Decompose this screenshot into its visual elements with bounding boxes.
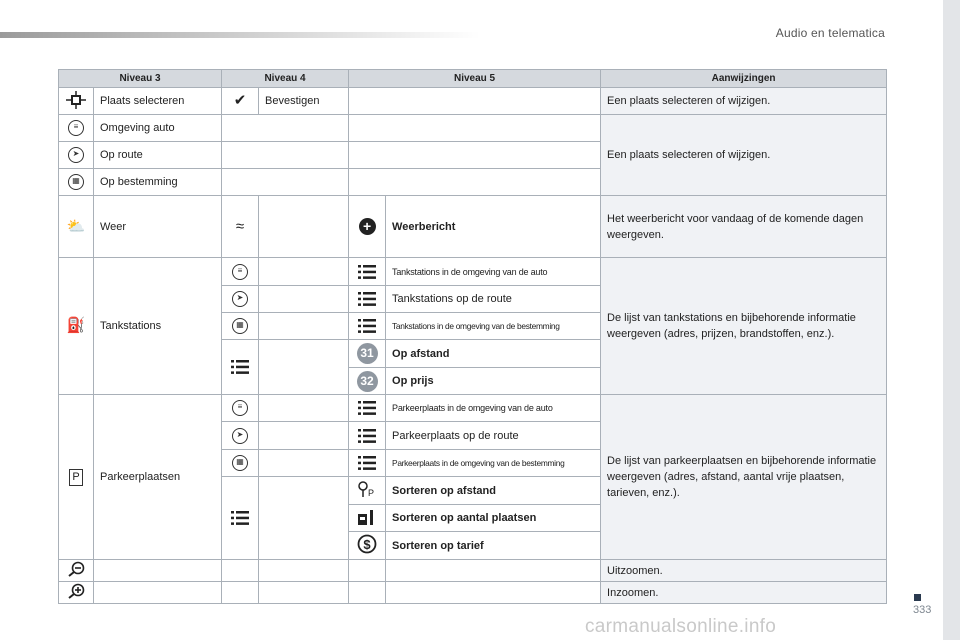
car-circle-icon: ≡ <box>222 258 259 286</box>
table-row <box>59 258 887 286</box>
weather-detail-icon: ≈ <box>222 196 259 258</box>
fuel-pump-icon: ⛽ <box>59 258 94 395</box>
empty-cell <box>349 88 601 115</box>
dollar-circle-icon <box>349 532 386 560</box>
list-icon <box>349 258 386 286</box>
note-tank: De lijst van tankstations en bijbehorende informatie weergeven (adres, prijzen, brandstoffen, enz.). <box>601 258 887 395</box>
empty-cell <box>222 582 259 604</box>
list-icon <box>349 313 386 340</box>
car-circle-icon: ≡ <box>59 115 94 142</box>
empty-cell <box>94 560 222 582</box>
empty-cell <box>259 422 349 450</box>
menu-item-park-bestemming[interactable]: Parkeerplaats in de omgeving van de bestemming <box>386 450 601 477</box>
empty-cell <box>386 582 601 604</box>
menu-item-omgeving-auto[interactable]: Omgeving auto <box>94 115 222 142</box>
header-niveau-5: Niveau 5 <box>349 70 601 88</box>
empty-cell <box>259 258 349 286</box>
empty-cell <box>259 477 349 560</box>
menu-item-tankstations[interactable]: Tankstations <box>94 258 222 395</box>
menu-item-park-omgeving[interactable]: Parkeerplaats in de omgeving van de auto <box>386 395 601 422</box>
car-circle-icon: ≡ <box>222 395 259 422</box>
badge-32: 32 <box>349 368 386 395</box>
menu-item-weerbericht[interactable]: Weerbericht <box>386 196 601 258</box>
header-gradient-bar <box>0 32 480 38</box>
list-icon <box>349 395 386 422</box>
destination-flag-icon: ▦ <box>59 169 94 196</box>
list-icon <box>222 340 259 395</box>
header-aanwijzingen: Aanwijzingen <box>601 70 887 88</box>
menu-item-park-route[interactable]: Parkeerplaats op de route <box>386 422 601 450</box>
menu-item-sort-plaatsen[interactable]: Sorteren op aantal plaatsen <box>386 505 601 532</box>
right-margin-bar <box>943 0 960 640</box>
menu-item-sort-afstand[interactable]: Sorteren op afstand <box>386 477 601 505</box>
menu-item-op-route[interactable]: Op route <box>94 142 222 169</box>
page-number: 333 <box>913 604 932 616</box>
menu-item-plaats-selecteren[interactable]: Plaats selecteren <box>94 88 222 115</box>
checkmark-icon: ✔ <box>222 88 259 115</box>
empty-cell <box>259 395 349 422</box>
empty-cell <box>349 115 601 142</box>
menu-item-bevestigen[interactable]: Bevestigen <box>259 88 349 115</box>
note-park: De lijst van parkeerplaatsen en bijbehorende informatie weergeven (adres, afstand, aantal vrije plaatsen, tarieven, enz.). <box>601 395 887 560</box>
empty-cell <box>349 560 386 582</box>
svg-text:$: $ <box>363 537 371 552</box>
section-title: Audio en telematica <box>775 26 885 40</box>
empty-cell <box>222 142 349 169</box>
table-row <box>59 196 887 258</box>
zoom-out-icon <box>59 560 94 582</box>
menu-item-weer[interactable]: Weer <box>94 196 222 258</box>
table-header-row <box>59 70 887 88</box>
empty-cell <box>259 560 349 582</box>
menu-item-tank-bestemming[interactable]: Tankstations in de omgeving van de bestemming <box>386 313 601 340</box>
parking-p-icon: P <box>59 395 94 560</box>
plus-circle-icon: + <box>349 196 386 258</box>
list-icon <box>222 477 259 560</box>
page-marker <box>914 594 921 601</box>
header-niveau-3: Niveau 3 <box>59 70 222 88</box>
navigation-menu-table <box>58 69 887 604</box>
empty-cell <box>259 196 349 258</box>
zoom-in-icon <box>59 582 94 604</box>
note-weer: Het weerbericht voor vandaag of de komende dagen weergeven. <box>601 196 887 258</box>
list-icon <box>349 422 386 450</box>
table-row <box>59 395 887 422</box>
empty-cell <box>259 286 349 313</box>
watermark: carmanualsonline.info <box>585 616 777 637</box>
route-arrow-icon: ➤ <box>222 286 259 313</box>
menu-item-tank-route[interactable]: Tankstations op de route <box>386 286 601 313</box>
menu-item-op-prijs[interactable]: Op prijs <box>386 368 601 395</box>
empty-cell <box>386 560 601 582</box>
empty-cell <box>259 313 349 340</box>
empty-cell <box>349 142 601 169</box>
empty-cell <box>94 582 222 604</box>
note-omgeving: Een plaats selecteren of wijzigen. <box>601 115 887 196</box>
note-plaats: Een plaats selecteren of wijzigen. <box>601 88 887 115</box>
list-icon <box>349 450 386 477</box>
destination-flag-icon: ▦ <box>222 450 259 477</box>
menu-item-parkeerplaatsen[interactable]: Parkeerplaatsen <box>94 395 222 560</box>
badge-31: 31 <box>349 340 386 368</box>
parking-spaces-icon <box>349 505 386 532</box>
note-inzoomen: Inzoomen. <box>601 582 887 604</box>
destination-flag-icon: ▦ <box>222 313 259 340</box>
list-icon <box>349 286 386 313</box>
menu-item-tank-omgeving[interactable]: Tankstations in de omgeving van de auto <box>386 258 601 286</box>
empty-cell <box>349 582 386 604</box>
empty-cell <box>222 560 259 582</box>
table-row <box>59 582 887 604</box>
weather-cloud-icon: ⛅ <box>59 196 94 258</box>
empty-cell <box>349 169 601 196</box>
svg-text:P: P <box>368 488 375 498</box>
menu-item-sort-tarief[interactable]: Sorteren op tarief <box>386 532 601 560</box>
note-uitzoomen: Uitzoomen. <box>601 560 887 582</box>
empty-cell <box>222 115 349 142</box>
empty-cell <box>222 169 349 196</box>
table-row <box>59 560 887 582</box>
empty-cell <box>259 340 349 395</box>
menu-item-op-afstand[interactable]: Op afstand <box>386 340 601 368</box>
empty-cell <box>259 582 349 604</box>
empty-cell <box>259 450 349 477</box>
header-niveau-4: Niveau 4 <box>222 70 349 88</box>
route-arrow-icon: ➤ <box>59 142 94 169</box>
table-row <box>59 88 887 115</box>
menu-item-op-bestemming[interactable]: Op bestemming <box>94 169 222 196</box>
crosshair-map-icon <box>59 88 94 115</box>
route-arrow-icon: ➤ <box>222 422 259 450</box>
distance-pin-icon <box>349 477 386 505</box>
table-row <box>59 115 887 142</box>
